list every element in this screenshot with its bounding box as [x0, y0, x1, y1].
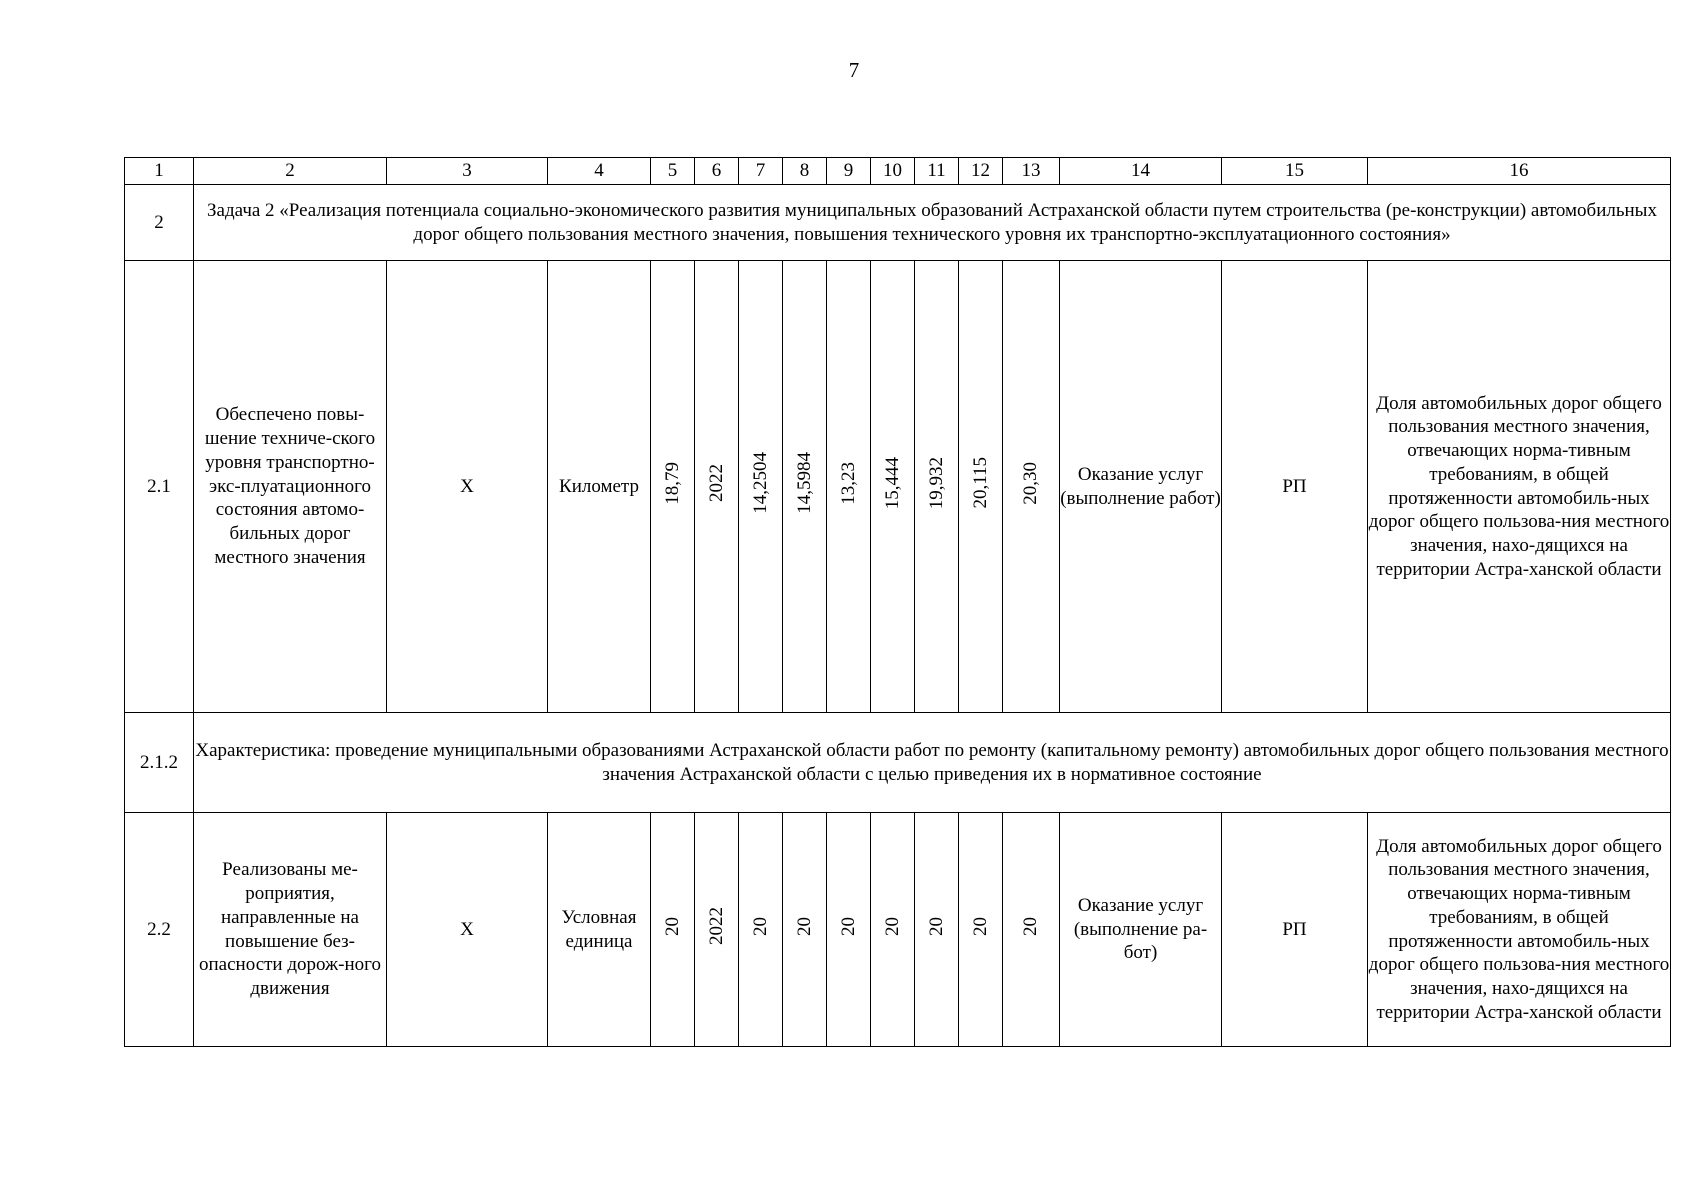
base-value: 18,79: [661, 461, 683, 505]
unit: Километр: [548, 261, 651, 713]
value-col10: 15,444: [881, 457, 903, 510]
task-row: [125, 185, 1671, 261]
value-col11: 20: [925, 916, 947, 936]
result-type: Оказание услуг (выполнение ра-бот): [1060, 813, 1222, 1047]
value-col13: 20,30: [1020, 461, 1042, 505]
value-col12: 20,115: [969, 457, 991, 509]
header-cell: 2: [194, 158, 387, 185]
value-col7: 14,2504: [749, 452, 771, 514]
result-name: Обеспечено повы-шение техниче-ского уровня транспортно-экс-плуатационного состояния автомо-бильных дорог местного значения: [194, 261, 387, 713]
col3-value: Х: [387, 813, 548, 1047]
value-col9: 20: [837, 916, 859, 936]
header-cell: 10: [871, 158, 915, 185]
header-cell: 4: [548, 158, 651, 185]
indicator-row-2-1: [125, 261, 1671, 713]
task-number: 2: [125, 185, 194, 261]
header-cell: 8: [783, 158, 827, 185]
value-col11: 19,932: [925, 457, 947, 510]
header-cell: 6: [695, 158, 739, 185]
header-cell: 3: [387, 158, 548, 185]
col15-value: РП: [1222, 813, 1368, 1047]
header-row: [125, 158, 1671, 185]
header-cell: 9: [827, 158, 871, 185]
header-cell: 16: [1368, 158, 1671, 185]
indicator-row-2-2: [125, 813, 1671, 1047]
value-col13: 20: [1020, 916, 1042, 936]
indicators-table: [124, 157, 1671, 1047]
characteristic-row: [125, 713, 1671, 813]
page-number: 7: [848, 58, 860, 82]
value-col9: 13,23: [837, 461, 859, 505]
header-cell: 11: [915, 158, 959, 185]
unit: Условная единица: [548, 813, 651, 1047]
header-cell: 14: [1060, 158, 1222, 185]
header-cell: 7: [739, 158, 783, 185]
value-col8: 20: [793, 916, 815, 936]
task-text: Задача 2 «Реализация потенциала социально-экономического развития муниципальных образований Астраханской области путем строительства (ре-конструкции) автомобильных дорог общего пользования местного значения, повышения технического уровня их транспортно-эксплуатационного состояния»: [194, 185, 1671, 261]
result-type: Оказание услуг (выполнение работ): [1060, 261, 1222, 713]
value-col12: 20: [969, 916, 991, 936]
value-col10: 20: [881, 916, 903, 936]
related-indicator: Доля автомобильных дорог общего пользования местного значения, отвечающих норма-тивным требованиям, в общей протяженности автомобиль-ных дорог общего пользова-ния местного значения, нахо-дящихся на территории Астра-ханской области: [1368, 813, 1671, 1047]
col3-value: Х: [387, 261, 548, 713]
base-value: 20: [661, 916, 683, 936]
col15-value: РП: [1222, 261, 1368, 713]
characteristic-text: Характеристика: проведение муниципальными образованиями Астраханской области работ по ремонту (капитальному ремонту) автомобильных дорог общего пользования местного значения Астраханской области с целью приведения их в нормативное состояние: [194, 713, 1671, 813]
row-number: 2.2: [125, 813, 194, 1047]
result-name: Реализованы ме-роприятия, направленные на повышение без-опасности дорож-ного движения: [194, 813, 387, 1047]
header-cell: 5: [651, 158, 695, 185]
related-indicator: Доля автомобильных дорог общего пользования местного значения, отвечающих норма-тивным требованиям, в общей протяженности автомобиль-ных дорог общего пользова-ния местного значения, нахо-дящихся на территории Астра-ханской области: [1368, 261, 1671, 713]
header-cell: 12: [959, 158, 1003, 185]
base-year: 2022: [705, 907, 727, 946]
row-number: 2.1: [125, 261, 194, 713]
characteristic-number: 2.1.2: [125, 713, 194, 813]
header-cell: 1: [125, 158, 194, 185]
header-cell: 15: [1222, 158, 1368, 185]
base-year: 2022: [705, 464, 727, 503]
value-col7: 20: [749, 916, 771, 936]
header-cell: 13: [1003, 158, 1060, 185]
value-col8: 14,5984: [793, 452, 815, 514]
